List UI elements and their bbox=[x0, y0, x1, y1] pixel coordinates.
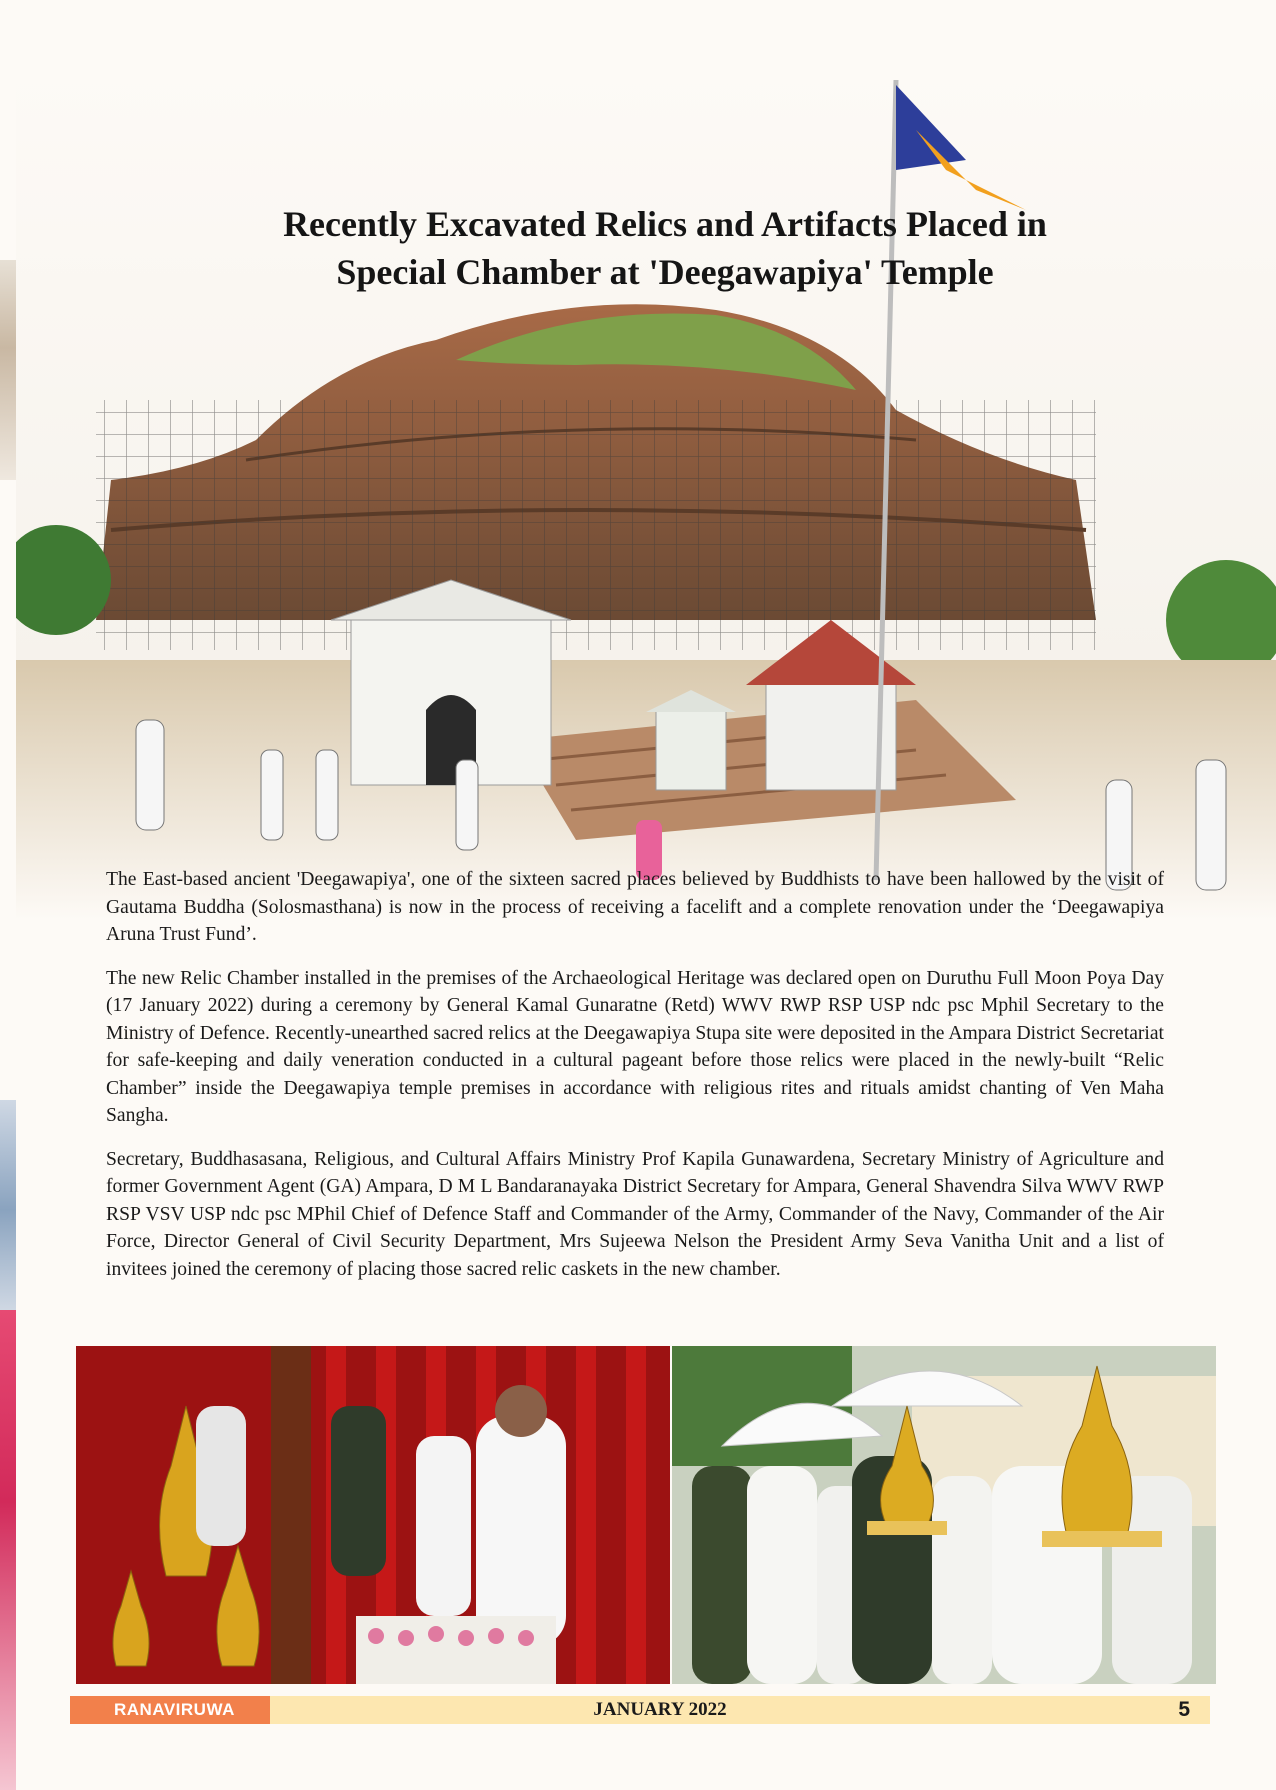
paragraph-3: Secretary, Buddhasasana, Religious, and Cultural Affairs Ministry Prof Kapila Gunawardena, Secretary Ministry of Agriculture and former Government Agent (GA) Ampara, D M L Bandaranayaka District Secretary for Ampara, General Shavendra Silva WWV RWP RSP VSV USP ndc psc MPhil Chief of Defence Staff and Commander of the Army, Commander of the Navy, Commander of the Air Force, Director General of Civil Security Department, Mrs Sujeewa Nelson the President Army Seva Vanitha Unit and a list of invitees joined the ceremony of placing those sacred relic caskets in the new chamber. bbox=[106, 1148, 1164, 1280]
relic-procession-photo bbox=[672, 1346, 1216, 1684]
article-body bbox=[106, 866, 1164, 1299]
page-number: 5 bbox=[1178, 1698, 1190, 1721]
stupa-renovation-photo bbox=[16, 60, 1276, 920]
publication-name: RANAVIRUWA bbox=[70, 1696, 270, 1724]
title-line-1: Recently Excavated Relics and Artifacts Placed in bbox=[283, 204, 1047, 244]
page-footer bbox=[70, 1696, 1210, 1724]
issue-date: JANUARY 2022 bbox=[593, 1699, 727, 1720]
paragraph-1: The East-based ancient 'Deegawapiya', one of the sixteen sacred places believed by Buddhists to have been hallowed by the visit of Gautama Buddha (Solosmasthana) is now in the process of receiving a facelift and a complete renovation under the ‘Deegawapiya Aruna Trust Fund’. bbox=[106, 869, 1164, 945]
article-title bbox=[160, 200, 1170, 296]
paragraph-2: The new Relic Chamber installed in the premises of the Archaeological Heritage was declared open on Duruthu Full Moon Poya Day (17 January 2022) during a ceremony by General Kamal Gunaratne (Retd) WWV RWP RSP USP ndc psc Mphil Secretary to the Ministry of Defence. Recently-unearthed sacred relics at the Deegawapiya Stupa site were deposited in the Ampara District Secretariat for safe-keeping and daily veneration conducted in a cultural pageant before those relics were placed in the newly-built “Relic Chamber” inside the Deegawapiya temple premises in accordance with religious rites and rituals amidst chanting of Ven Maha Sangha. bbox=[106, 967, 1164, 1126]
relic-chamber-photo bbox=[76, 1346, 670, 1684]
title-line-2: Special Chamber at 'Deegawapiya' Temple bbox=[336, 252, 994, 292]
previous-page-edge bbox=[0, 0, 16, 1790]
